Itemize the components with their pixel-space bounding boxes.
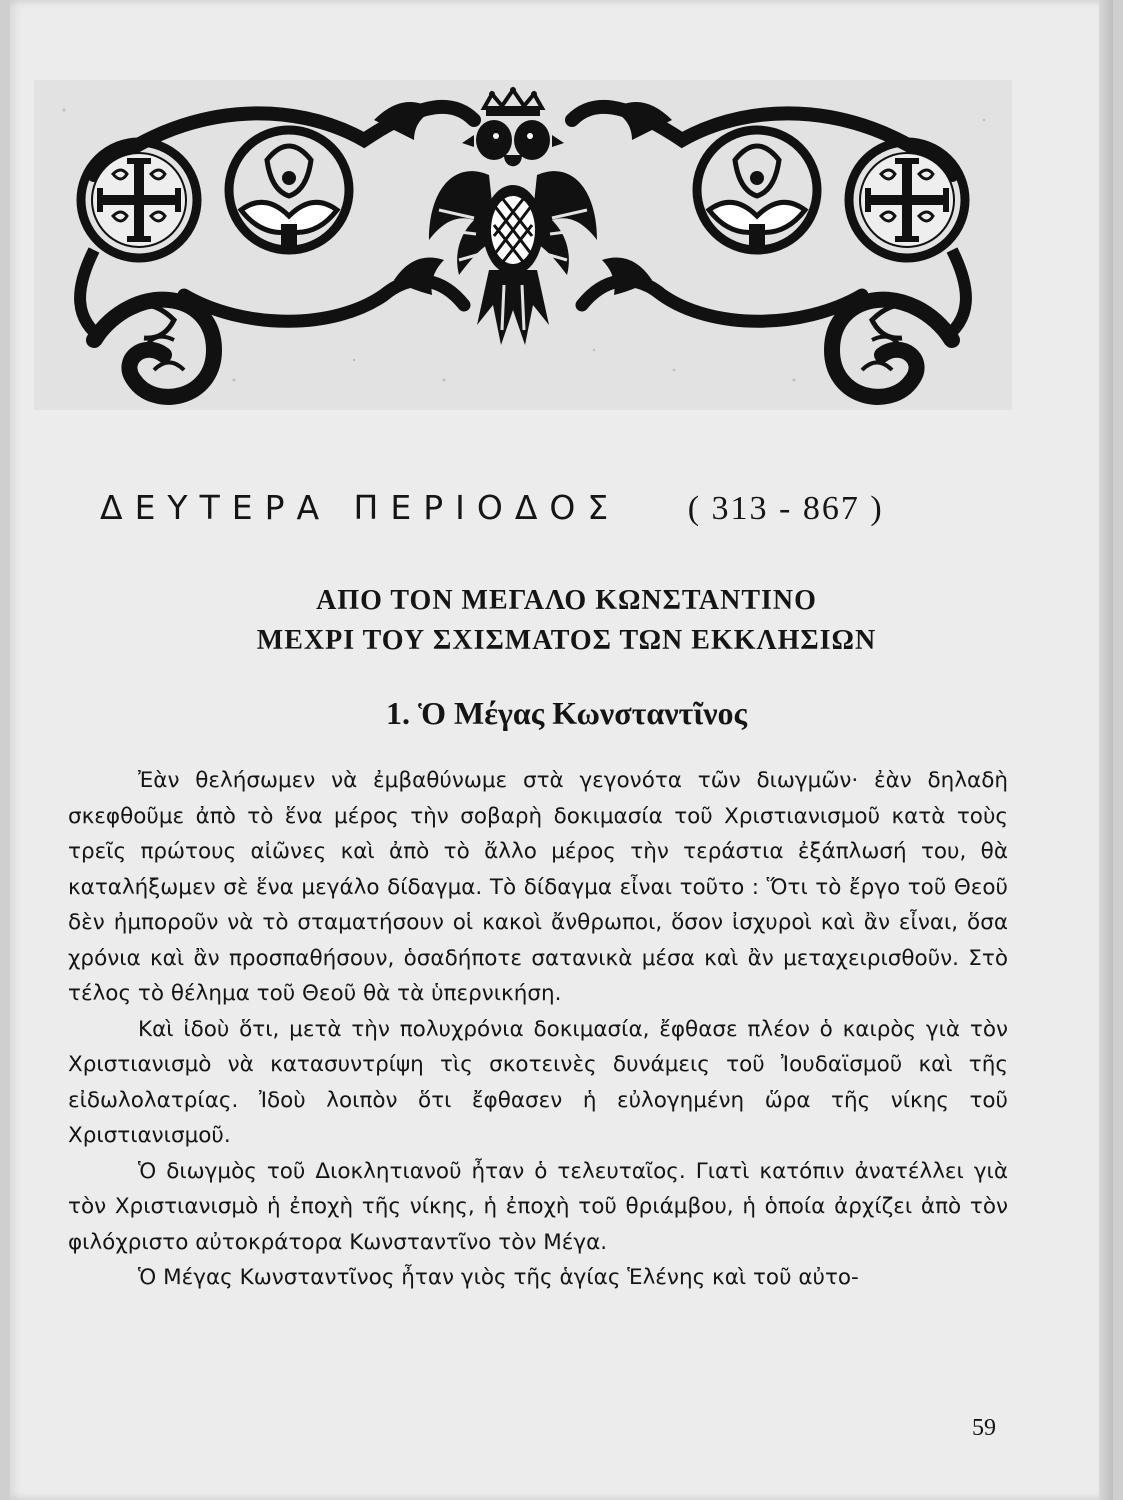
byzantine-ornament-graphic: [34, 80, 1012, 410]
subtitle-line-2: ΜΕΧΡΙ ΤΟΥ ΣΧΙΣΜΑΤΟΣ ΤΩΝ ΕΚΚΛΗΣΙΩΝ: [256, 625, 877, 656]
chapter-heading: 1. Ὁ Μέγας Κωνσταντῖνος: [386, 695, 747, 731]
paragraph: Ἐὰν θελήσωμεν νὰ ἐμβαθύνωμε στὰ γεγονότα τῶν διωγμῶν· ἐὰν δηλαδὴ σκεφθοῦμε ἀπὸ τὸ ἕνα μέρος τὴν σοβαρὴ δοκιμασία τοῦ Χριστιανισμοῦ κατὰ τοὺς τρεῖς πρώτους αἰῶνες καὶ ἀπὸ τὸ ἄλλο μέρος τὴν τεράστια ἐξάπλωσή του, θὰ καταλήξωμεν σὲ ἕνα μεγάλο δίδαγμα. Τὸ δίδαγμα εἶναι τοῦτο : Ὅτι τὸ ἔργο τοῦ Θεοῦ δὲν ἠμποροῦν νὰ τὸ σταματήσουν οἱ κακοὶ ἄνθρωποι, ὅσον ἰσχυροὶ καὶ ἂν εἶναι, ὅσα χρόνια καὶ ἂν προσπαθήσουν, ὁσαδήποτε σατανικὰ μέσα καὶ ἂν μεταχειρισθοῦν. Στὸ τέλος τὸ θέλημα τοῦ Θεοῦ θὰ τὰ ὑπερνικήση.: [68, 768, 1008, 1006]
scroll-vine-icon: [94, 300, 214, 397]
paragraph: Ὁ Μέγας Κωνσταντῖνος ἦταν γιὸς τῆς ἁγίας Ἑλένης καὶ τοῦ αὐτο-: [138, 1265, 859, 1290]
paragraph: Ὁ διωγμὸς τοῦ Διοκλητιανοῦ ἦταν ὁ τελευταῖος. Γιατὶ κατόπιν ἀνατέλλει γιὰ τὸν Χριστιανισμὸ ἡ ἐποχὴ τῆς νίκης, ἡ ἐποχὴ τοῦ θριάμβου, ἡ ὁποία ἀρχίζει ἀπὸ τὸν φιλόχριστο αὐτοκράτορα Κωνσταντῖνο τὸν Μέγα.: [68, 1158, 1008, 1255]
flower-icon: [229, 130, 349, 250]
crown-icon: [484, 87, 542, 116]
cross-icon: [81, 142, 197, 258]
paragraph: Καὶ ἰδοὺ ὅτι, μετὰ τὴν πολυχρόνια δοκιμασία, ἔφθασε πλέον ὁ καιρὸς γιὰ τὸν Χριστιανισμὸ νὰ κατασυντρίψη τὶς σκοτεινὲς δυνάμεις τοῦ Ἰουδαϊσμοῦ καὶ τῆς εἰδωλολατρίας. Ἰδοὺ λοιπὸν ὅτι ἔφθασεν ἡ εὐλογημένη ὥρα τῆς νίκης τοῦ Χριστιανισμοῦ.: [68, 1016, 1008, 1148]
book-page: [10, 0, 1113, 1500]
period-date-range: ( 313 - 867 ): [687, 490, 884, 527]
headpiece-ornament: [34, 80, 1012, 410]
cross-icon: [849, 142, 965, 258]
page-gutter-shadow: [1099, 0, 1113, 1500]
subtitle-line-1: ΑΠΟ ΤΟΝ ΜΕΓΑΛΟ ΚΩΝΣΤΑΝΤΙΝΟ: [316, 585, 817, 616]
period-title: [100, 488, 1000, 528]
body-text: [68, 763, 1008, 1296]
page-number: 59: [972, 1415, 996, 1441]
flower-icon: [697, 130, 817, 250]
double-headed-eagle-icon: [429, 120, 597, 345]
period-label: ΔΕΥΤΕΡΑ ΠΕΡΙΟΔΟΣ: [100, 488, 621, 527]
